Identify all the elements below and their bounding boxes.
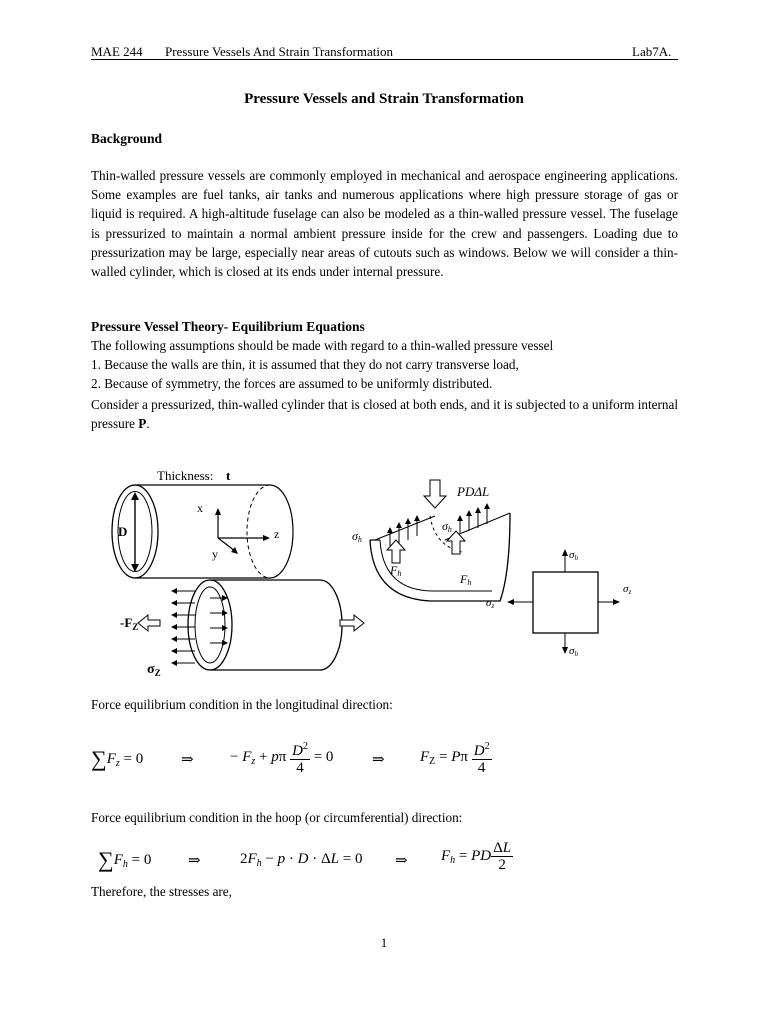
implies-4: ⇒: [395, 853, 408, 869]
hoop-step: $2F_h - p \cdot D \cdot \Delta L = 0$: [240, 851, 363, 869]
implies-1: ⇒: [181, 752, 194, 768]
half-cylinder-free-body: [352, 480, 510, 601]
consider-period: .: [146, 416, 150, 432]
therefore-text: Therefore, the stresses are,: [91, 884, 232, 899]
axis-z-label: z: [274, 527, 280, 541]
background-heading: Background: [91, 131, 163, 146]
implies-3: ⇒: [188, 853, 201, 869]
longitudinal-step: − $F_z + p\pi$ $\frac{D^2}{4}$ = 0: [230, 741, 334, 776]
fh-right: Fh: [460, 572, 472, 587]
longitudinal-equation: $\sum F_z = 0$: [91, 746, 144, 771]
background-paragraph: Thin-walled pressure vessels are commonly employed in mechanical and aerospace engineering applications. Some examples are fuel tanks, air tanks and numerous applications where high pressure storage of gas or liquid is required. A high-altitude fuselage can also be modeled as a thin-walled pressure vessel. The fuselage is pressurized to maintain a normal ambient pressure inside for the crew and passengers. Loading due to pressurization may be large, especially near areas of cutouts such as windows. Below we will consider a thin-walled cylinder, which is closed at its ends under internal pressure.: [91, 168, 678, 280]
element-sigma-z-right: σz: [623, 583, 632, 596]
hoop-text: Force equilibrium condition in the hoop (or circumferential) direction:: [91, 810, 463, 825]
header-topic: Pressure Vessels And Strain Transformation: [165, 44, 393, 59]
thickness-symbol: t: [226, 468, 231, 483]
assumption-1: 1. Because the walls are thin, it is assumed that they do not carry transverse load,: [91, 357, 519, 372]
theory-heading: Pressure Vessel Theory- Equilibrium Equations: [91, 319, 365, 334]
sigma-z-label: $\sigma_Z$: [147, 662, 161, 678]
longitudinal-result: $F_Z = P\pi$ $\frac{D^2}{4}$: [420, 741, 490, 776]
fh-left: Fh: [390, 563, 402, 578]
sigma-h-left: σh: [352, 529, 362, 544]
page-number: 1: [380, 935, 388, 950]
implies-2: ⇒: [372, 752, 385, 768]
pressure-vessel-figure: [90, 458, 680, 684]
sectioned-cylinder-diagram: [120, 580, 364, 678]
full-cylinder-diagram: [112, 468, 293, 578]
neg-fz-label: $-F_Z$: [120, 615, 139, 632]
load-label: PDΔL: [457, 484, 490, 499]
longitudinal-text: Force equilibrium condition in the longitudinal direction:: [91, 697, 393, 712]
hoop-equation: $\sum F_h = 0$: [98, 847, 152, 872]
sigma-h-right: σh: [442, 519, 452, 534]
axis-y-label: y: [212, 547, 218, 561]
element-sigma-z-left: σz: [486, 597, 495, 610]
element-sigma-h-top: σh: [569, 549, 578, 562]
element-sigma-h-bottom: σh: [569, 645, 578, 658]
hoop-result: $F_h$ = PD $\frac{\Delta L}{2}$: [441, 840, 512, 873]
axis-x-label: x: [197, 501, 203, 515]
diameter-label: D: [118, 524, 128, 539]
consider-text: Consider a pressurized, thin-walled cylinder that is closed at both ends, and it is subjected to a uniform internal pressure: [91, 397, 678, 432]
assumption-2: 2. Because of symmetry, the forces are assumed to be uniformly distributed.: [91, 376, 493, 391]
header-lab: Lab7A.: [632, 44, 672, 59]
page-title: Pressure Vessels and Strain Transformation: [244, 91, 524, 107]
header-course: MAE 244: [91, 44, 143, 59]
header-rule: [91, 59, 678, 60]
consider-paragraph: [91, 395, 678, 433]
pressure-symbol: P: [138, 416, 147, 432]
theory-intro: The following assumptions should be made with regard to a thin-walled pressure vessel: [91, 338, 554, 353]
thickness-label: Thickness:: [157, 468, 214, 483]
